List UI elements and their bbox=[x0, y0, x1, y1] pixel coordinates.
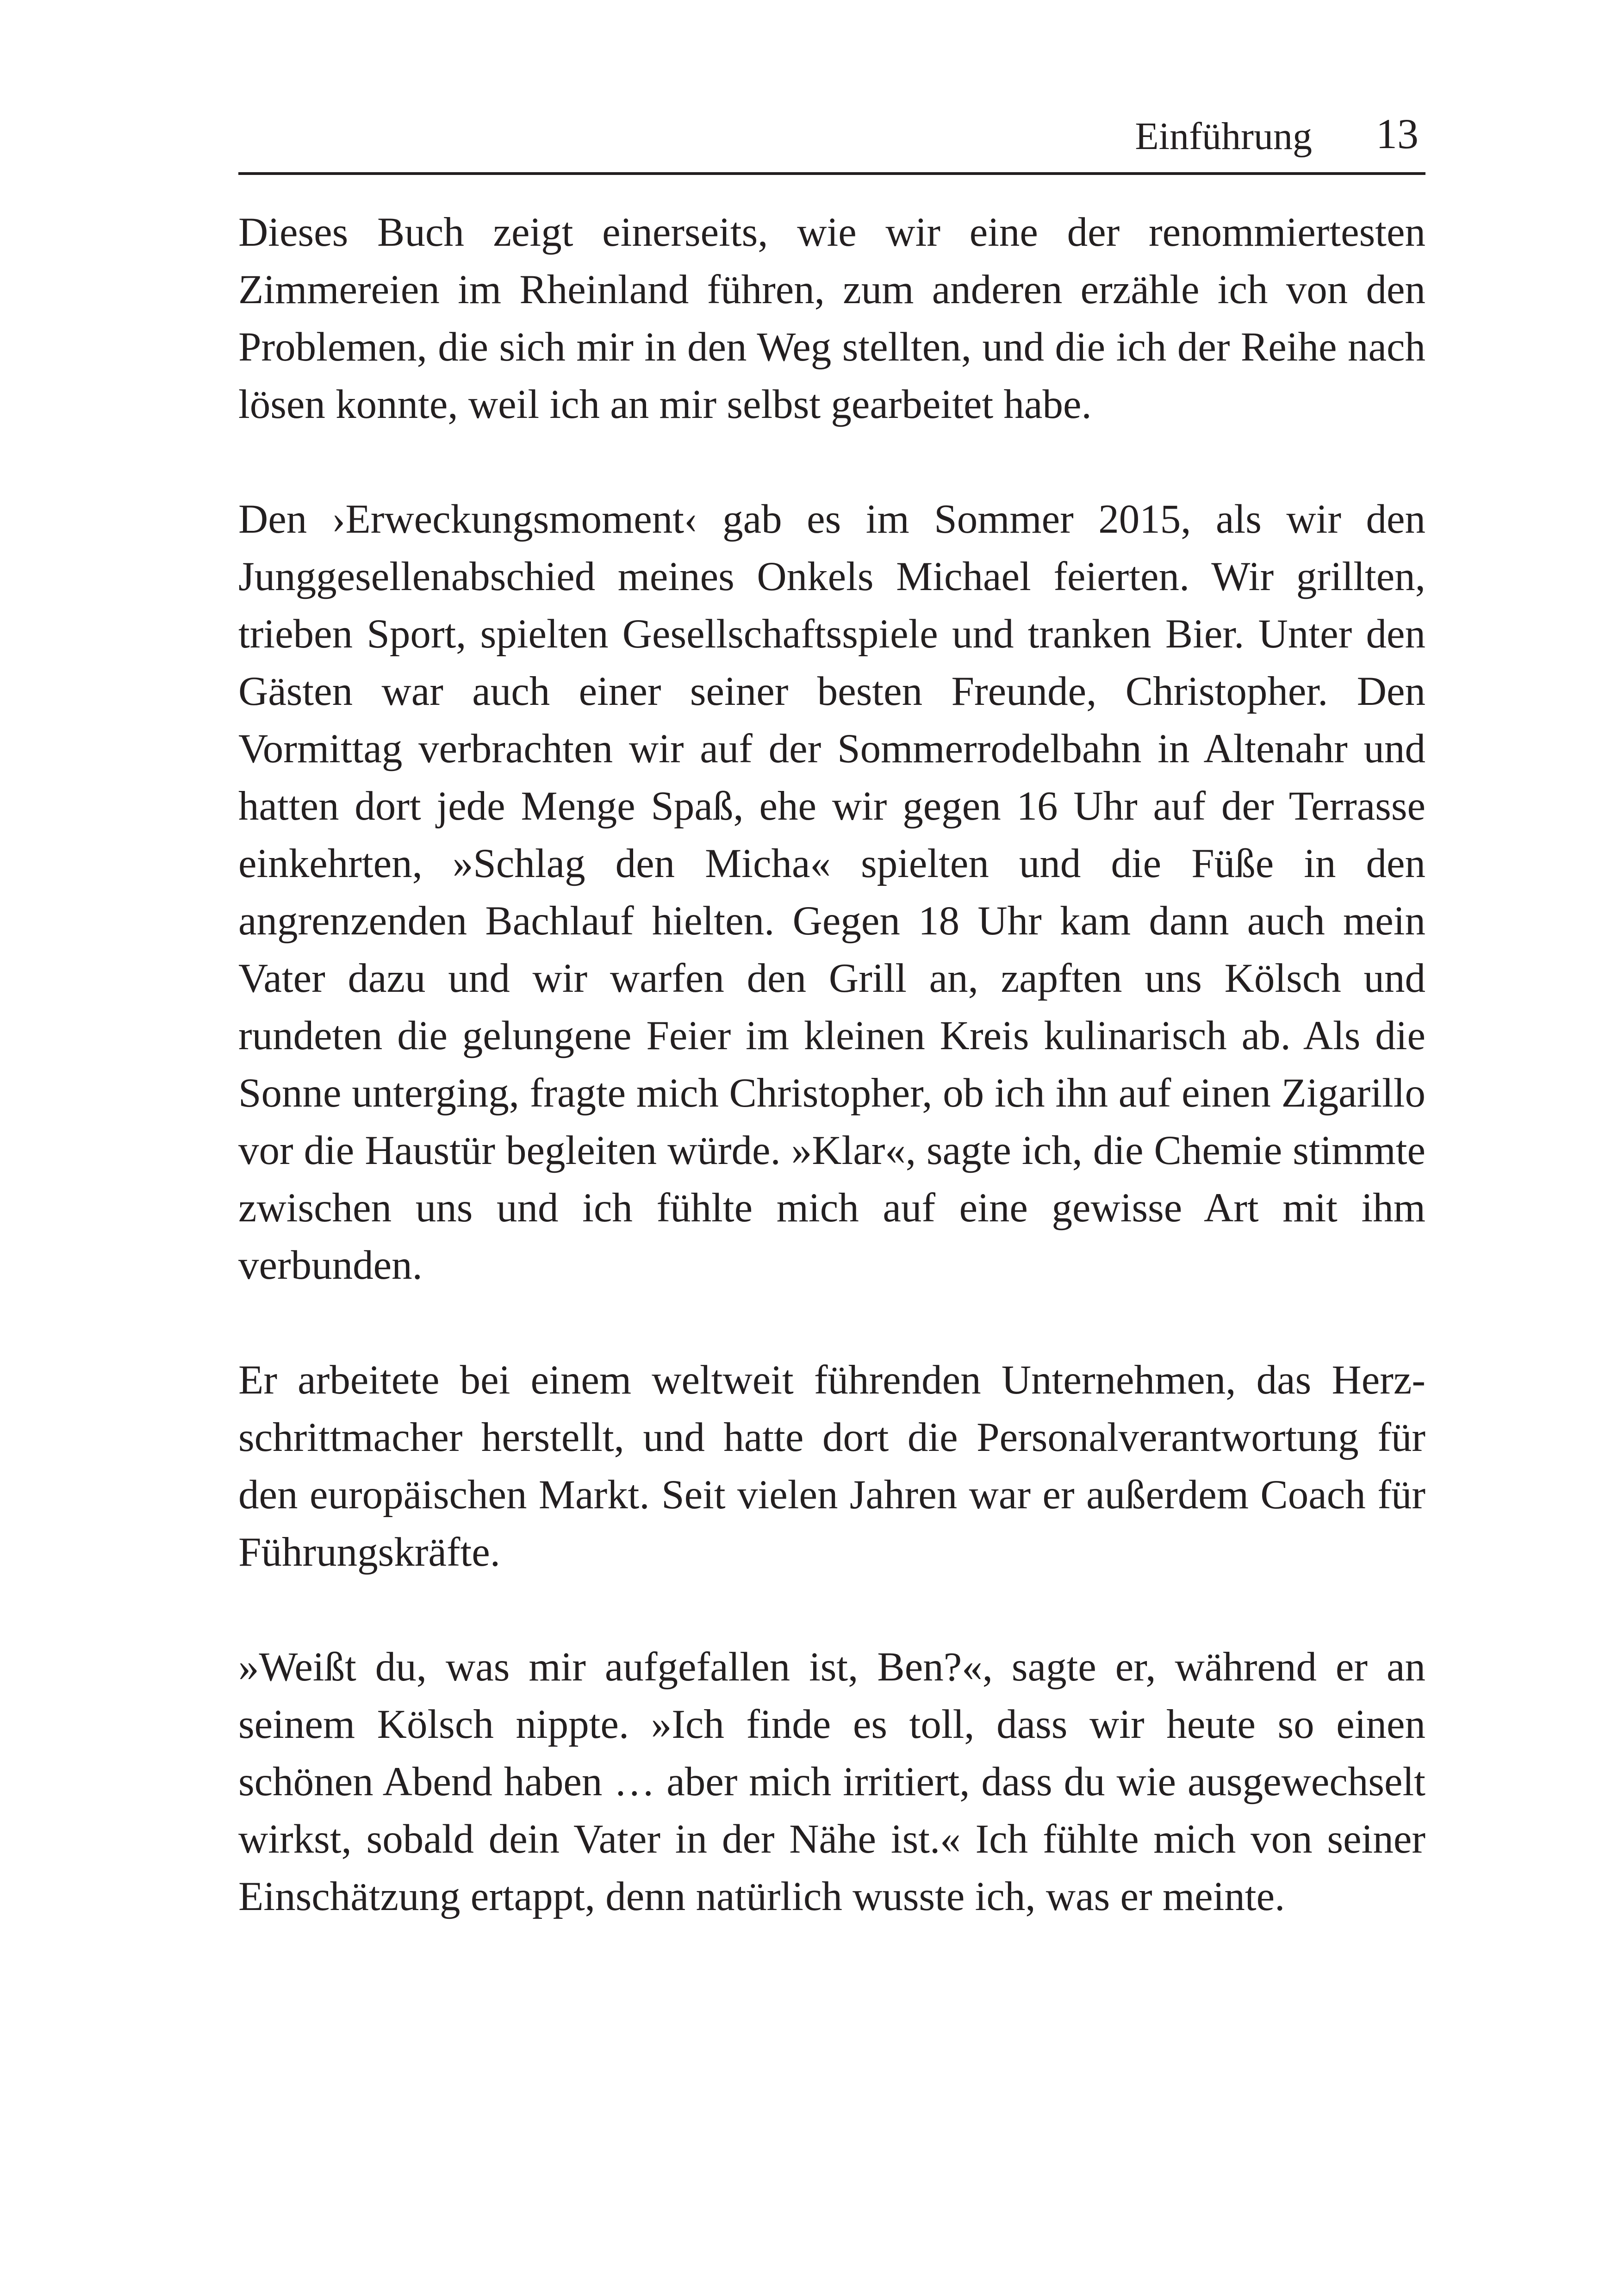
paragraph-dialogue: »Weißt du, was mir aufgefallen ist, Ben?«, sagte er, während er an seinem Kölsch nippte. »Ich finde es toll, dass wir heute so einen schönen Abend haben … aber mich irritiert, dass du wie ausgewechselt wirkst, sobald dein Vater in der Nähe ist.« Ich fühlte mich von seiner Einschätzung ertappt, denn natürlich wusste ich, was er meinte. bbox=[238, 1644, 1425, 1919]
paragraph-awakening-moment: Den ›Erweckungsmoment‹ gab es im Sommer 2015, als wir den Junggesellenabschied meines Onkels Michael feierten. Wir grillten, trieben Sport, spielten Gesellschaftsspiele und tranken Bier. Unter den Gästen war auch einer seiner besten Freunde, Christopher. Den Vormittag verbrachten wir auf der Sommerrodelbahn in Altenahr und hatten dort jede Menge Spaß, ehe wir gegen 16 Uhr auf der Terrasse einkehrten, »Schlag den Micha« spielten und die Füße in den angrenzenden Bachlauf hielten. Gegen 18 Uhr kam dann auch mein Vater dazu und wir warfen den Grill an, zapften uns Kölsch und rundeten die gelungene Feier im kleinen Kreis kulinarisch ab. Als die Sonne unterging, fragte mich Christopher, ob ich ihn auf einen Zigarillo vor die Haustür begleiten würde. »Klar«, sagte ich, die Chemie stimmte zwischen uns und ich fühlte mich auf eine gewisse Art mit ihm verbunden. bbox=[238, 497, 1425, 1288]
header-rule-divider bbox=[238, 172, 1425, 175]
running-header bbox=[238, 104, 1425, 169]
paragraph-christopher-background: Er arbeitete bei einem weltweit führenden Unternehmen, das Herzschrittmacher herstellt, und hatte dort die Personalverantwortung für den europäischen Markt. Seit vielen Jahren war er außerdem Coach für Führungskräfte. bbox=[238, 1357, 1425, 1575]
page-number: 13 bbox=[1376, 110, 1419, 157]
chapter-title: Einführung bbox=[1135, 115, 1312, 158]
body-text bbox=[238, 204, 1425, 1983]
paragraph-intro: Dieses Buch zeigt einerseits, wie wir eine der renommiertesten Zimmereien im Rheinland führen, zum anderen erzähle ich von den Problemen, die sich mir in den Weg stellten, und die ich der Reihe nach lösen konnte, weil ich an mir selbst gearbeitet habe. bbox=[238, 210, 1425, 427]
